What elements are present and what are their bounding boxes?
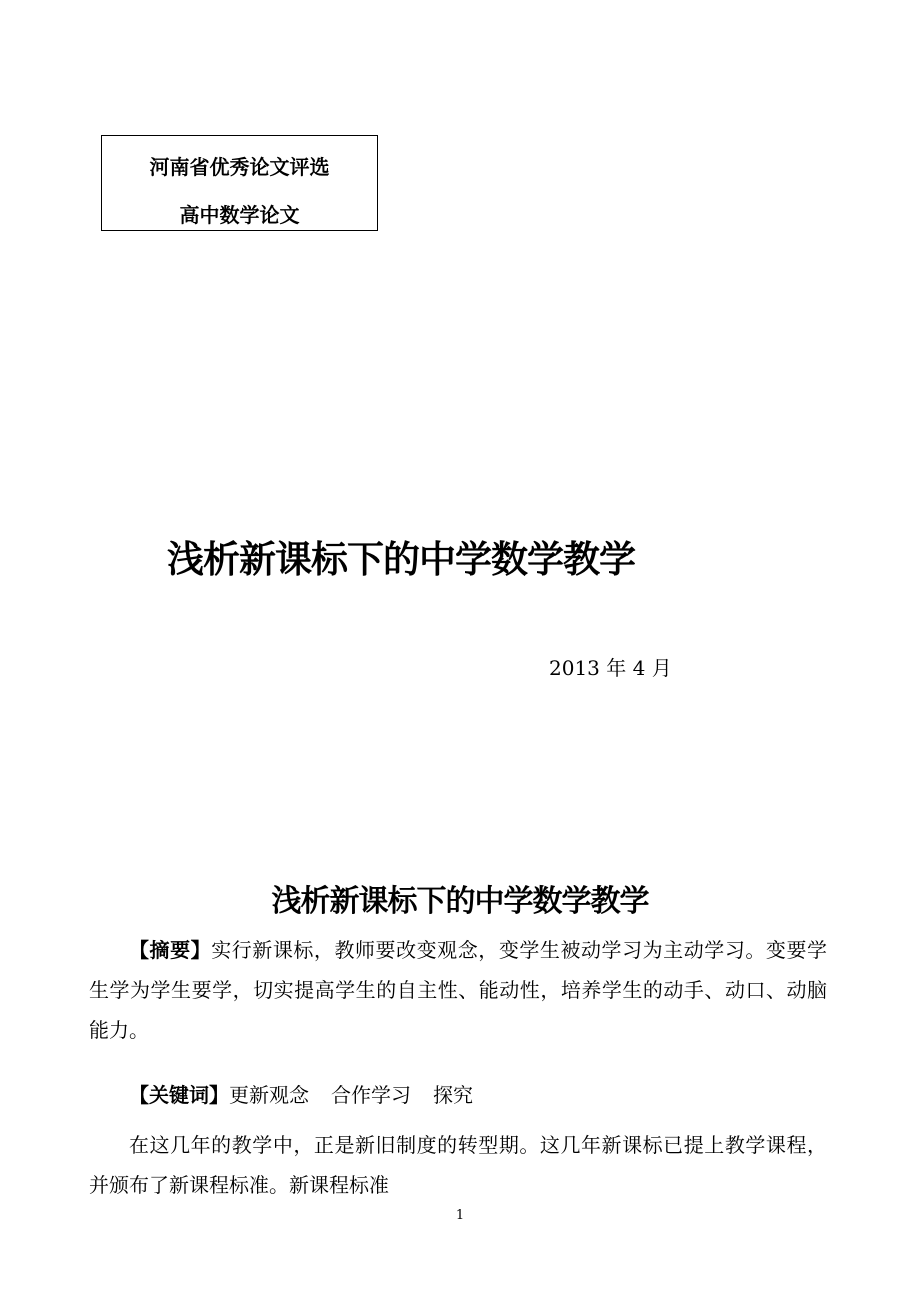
keywords-paragraph bbox=[89, 1075, 827, 1115]
header-box bbox=[101, 135, 378, 231]
contest-label: 河南省优秀论文评选 bbox=[149, 155, 330, 179]
cover-title: 浅析新课标下的中学数学教学 bbox=[167, 538, 635, 581]
category-label: 高中数学论文 bbox=[179, 203, 300, 227]
keyword-item: 合作学习 bbox=[331, 1083, 411, 1107]
cover-date: 2013 年 4 月 bbox=[549, 656, 672, 680]
keyword-item: 更新观念 bbox=[229, 1083, 309, 1107]
keywords-label: 【关键词】 bbox=[129, 1083, 229, 1107]
abstract-label: 【摘要】 bbox=[129, 938, 212, 962]
page-number: 1 bbox=[455, 1208, 465, 1223]
intro-paragraph: 在这几年的教学中，正是新旧制度的转型期。这几年新课标已提上教学课程，并颁布了新课程标准。新课程标准 bbox=[89, 1133, 827, 1197]
keyword-item: 探究 bbox=[433, 1083, 473, 1107]
abstract-paragraph bbox=[89, 930, 827, 1050]
paper-title: 浅析新课标下的中学数学教学 bbox=[271, 884, 649, 919]
abstract-text: 实行新课标，教师要改变观念，变学生被动学习为主动学习。变要学生学为学生要学，切实提高学生的自主性、能动性，培养学生的动手、动口、动脑能力。 bbox=[89, 938, 828, 1042]
